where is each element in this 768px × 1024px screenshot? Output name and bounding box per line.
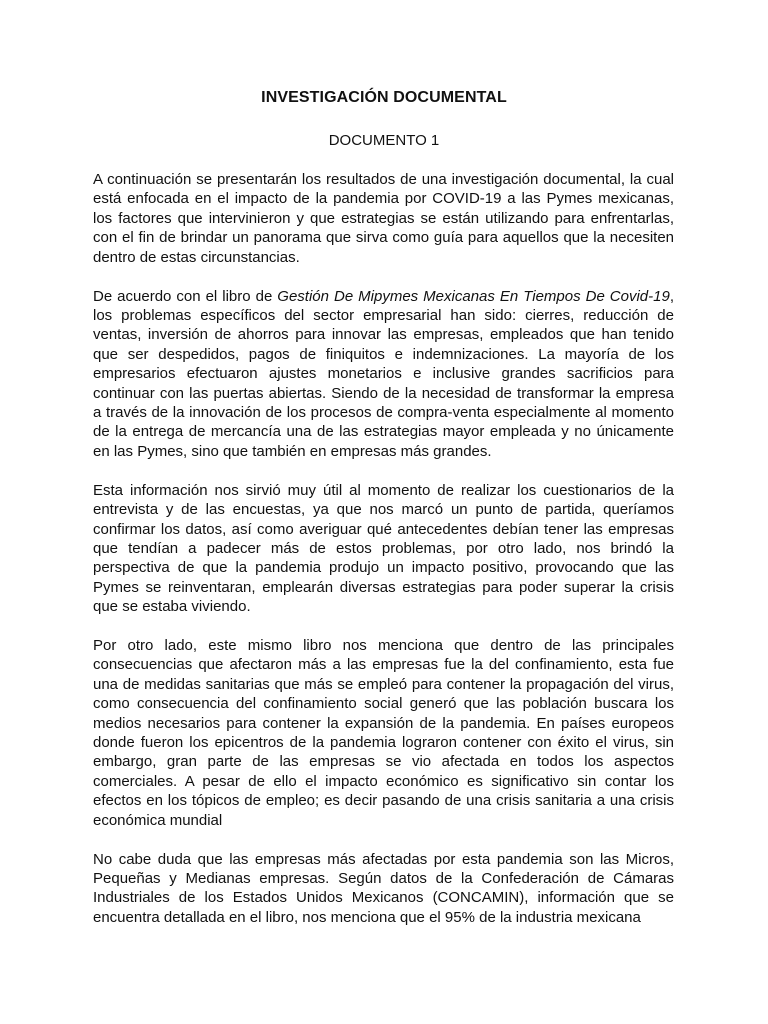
paragraph-book-reference-rest: , los problemas específicos del sector empresarial han sido: cierres, reducción de ventas, inversión de ahorros para innovar las empresas, empleados que han tenido que ser despedidos, pagos de finiquitos e indemnizaciones. La mayoría de los empresarios efectuaron ajustes monetarios e inclusive grandes sacrificios para continuar con las puertas abiertas. Siendo de la necesidad de transformar la empresa a través de la innovación de los procesos de compra-venta especialmente al momento de la entrega de mercancía una de las estrategias mayor empleada y no únicamente en las Pymes, sino que también en empresas más grandes. bbox=[93, 287, 674, 460]
document-body bbox=[93, 170, 674, 947]
document-title: INVESTIGACIÓN DOCUMENTAL bbox=[261, 89, 507, 106]
paragraph-information-use: Esta información nos sirvió muy útil al momento de realizar los cuestionarios de la entrevista y de las encuestas, ya que nos marcó un punto de partida, queríamos confirmar los datos, así como averiguar qué antecedentes debían tener las empresas que tendían a padecer más de estos problemas, por otro lado, nos brindó la perspectiva de que la pandemia produjo un impacto positivo, provocando que las Pymes se reinventaran, emplearán diversas estrategias para poder superar la crisis que se estaba viviendo. bbox=[93, 481, 674, 616]
paragraph-book-reference-start: De acuerdo con el libro de bbox=[93, 287, 278, 305]
book-title: Gestión De Mipymes Mexicanas En Tiempos De Covid-19 bbox=[277, 287, 670, 305]
document-subtitle: DOCUMENTO 1 bbox=[328, 132, 440, 149]
paragraph-intro: A continuación se presentarán los resultados de una investigación documental, la cual está enfocada en el impacto de la pandemia por COVID-19 a las Pymes mexicanas, los factores que intervinieron y que estrategias se están utilizando para enfrentarlas, con el fin de brindar un panorama que sirva como guía para aquellos que la necesiten dentro de estas circunstancias. bbox=[93, 171, 674, 266]
paragraph-book-reference bbox=[93, 287, 674, 462]
paragraph-affected-companies: No cabe duda que las empresas más afectadas por esta pandemia son las Micros, Pequeñas y Medianas empresas. Según datos de la Confederación de Cámaras Industriales de los Estados Unidos Mexicanos (CONCAMIN), información que se encuentra detallada en el libro, nos menciona que el 95% de la industria mexicana bbox=[93, 850, 674, 926]
paragraph-confinement: Por otro lado, este mismo libro nos menciona que dentro de las principales consecuencias que afectaron más a las empresas fue la del confinamiento, esta fue una de medidas sanitarias que más se empleó para contener la propagación del virus, como consecuencia del confinamiento social generó que las población buscara los medios necesarios para contener la expansión de la pandemia. En países europeos donde fueron los epicentros de la pandemia lograron contener con éxito el virus, sin embargo, gran parte de las empresas se vio afectada en todos los aspectos comerciales. A pesar de ello el impacto económico es significativo sin contar los efectos en los tópicos de empleo; es decir pasando de una crisis sanitaria a una crisis económica mundial bbox=[93, 637, 674, 829]
